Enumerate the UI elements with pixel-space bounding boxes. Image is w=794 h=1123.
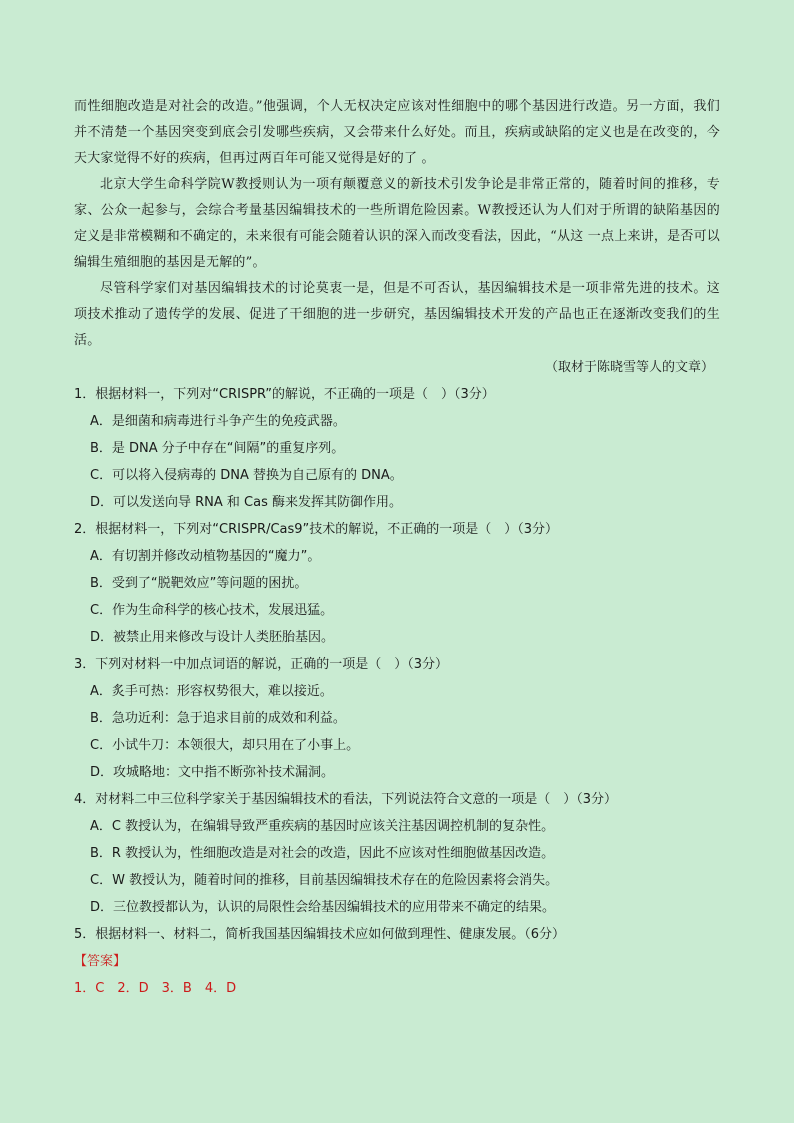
option-c: C．小试牛刀：本领很大，却只用在了小事上。	[90, 738, 360, 753]
passage-paragraph-1: 而性细胞改造是对社会的改造。”他强调，个人无权决定应该对性细胞中的哪个基因进行改造。另一方面，我们并不清楚一个基因突变到底会引发哪些疾病，又会带来什么好处。而且，疾病或缺陷的定义也是在改变的，今天大家觉得不好的疾病，但再过两百年可能又觉得是好的了 。	[74, 99, 720, 166]
passage	[74, 94, 720, 354]
option-a: A．炙手可热：形容权势很大，难以接近。	[90, 684, 333, 699]
option-c: C．可以将入侵病毒的 DNA 替换为自己原有的 DNA。	[90, 468, 403, 483]
question-stem: 2．根据材料一，下列对“CRISPR/Cas9”技术的解说，不正确的一项是（ ）（3分）	[74, 522, 559, 537]
option-c: C．作为生命科学的核心技术，发展迅猛。	[90, 603, 334, 618]
option-a: A．是细菌和病毒进行斗争产生的免疫武器。	[90, 414, 346, 429]
question-stem: 4．对材料二中三位科学家关于基因编辑技术的看法，下列说法符合文意的一项是（ ）（3分）	[74, 792, 618, 807]
option-c: C．W 教授认为，随着时间的推移，目前基因编辑技术存在的危险因素将会消失。	[90, 873, 559, 888]
source-citation: （取材于陈晓雪等人的文章）	[544, 360, 714, 375]
option-d: D．三位教授都认为，认识的局限性会给基因编辑技术的应用带来不确定的结果。	[90, 900, 556, 915]
passage-paragraph-3: 尽管科学家们对基因编辑技术的讨论莫衷一是，但是不可否认，基因编辑技术是一项非常先进的技术。这项技术推动了遗传学的发展、促进了干细胞的进一步研究，基因编辑技术开发的产品也正在逐渐改变我们的生活。	[74, 281, 720, 348]
question-stem: 5．根据材料一、材料二，简析我国基因编辑技术应如何做到理性、健康发展。（6分）	[74, 927, 566, 942]
option-d: D．攻城略地：文中指不断弥补技术漏洞。	[90, 765, 335, 780]
answer-heading: 【答案】	[74, 954, 127, 969]
option-b: B．是 DNA 分子中存在“间隔”的重复序列。	[90, 441, 345, 456]
option-b: B．受到了“脱靶效应”等问题的困扰。	[90, 576, 308, 591]
passage-paragraph-2: 北京大学生命科学院W教授则认为一项有颠覆意义的新技术引发争论是非常正常的，随着时间的推移，专家、公众一起参与，会综合考量基因编辑技术的一些所谓危险因素。W教授还认为人们对于所谓的缺陷基因的定义是非常模糊和不确定的，未来很有可能会随着认识的深入而改变看法，因此，“从这 一点上来讲，是否可以编辑生殖细胞的基因是无解的”。	[74, 177, 720, 270]
option-a: A．有切割并修改动植物基因的“魔力”。	[90, 549, 321, 564]
option-a: A．C 教授认为，在编辑导致严重疾病的基因时应该关注基因调控机制的复杂性。	[90, 819, 555, 834]
question-2	[74, 516, 720, 651]
question-stem: 1．根据材料一，下列对“CRISPR”的解说，不正确的一项是（ ）（3分）	[74, 387, 495, 402]
question-4	[74, 786, 720, 921]
option-d: D．可以发送向导 RNA 和 Cas 酶来发挥其防御作用。	[90, 495, 403, 510]
option-b: B．R 教授认为，性细胞改造是对社会的改造，因此不应该对性细胞做基因改造。	[90, 846, 555, 861]
answer-key: 1．C 2．D 3．B 4．D	[74, 981, 237, 996]
option-d: D．被禁止用来修改与设计人类胚胎基因。	[90, 630, 335, 645]
question-stem: 3．下列对材料一中加点词语的解说，正确的一项是（ ）（3分）	[74, 657, 449, 672]
option-b: B．急功近利：急于追求目前的成效和利益。	[90, 711, 346, 726]
question-1	[74, 381, 720, 516]
question-3	[74, 651, 720, 786]
question-5	[74, 921, 720, 948]
